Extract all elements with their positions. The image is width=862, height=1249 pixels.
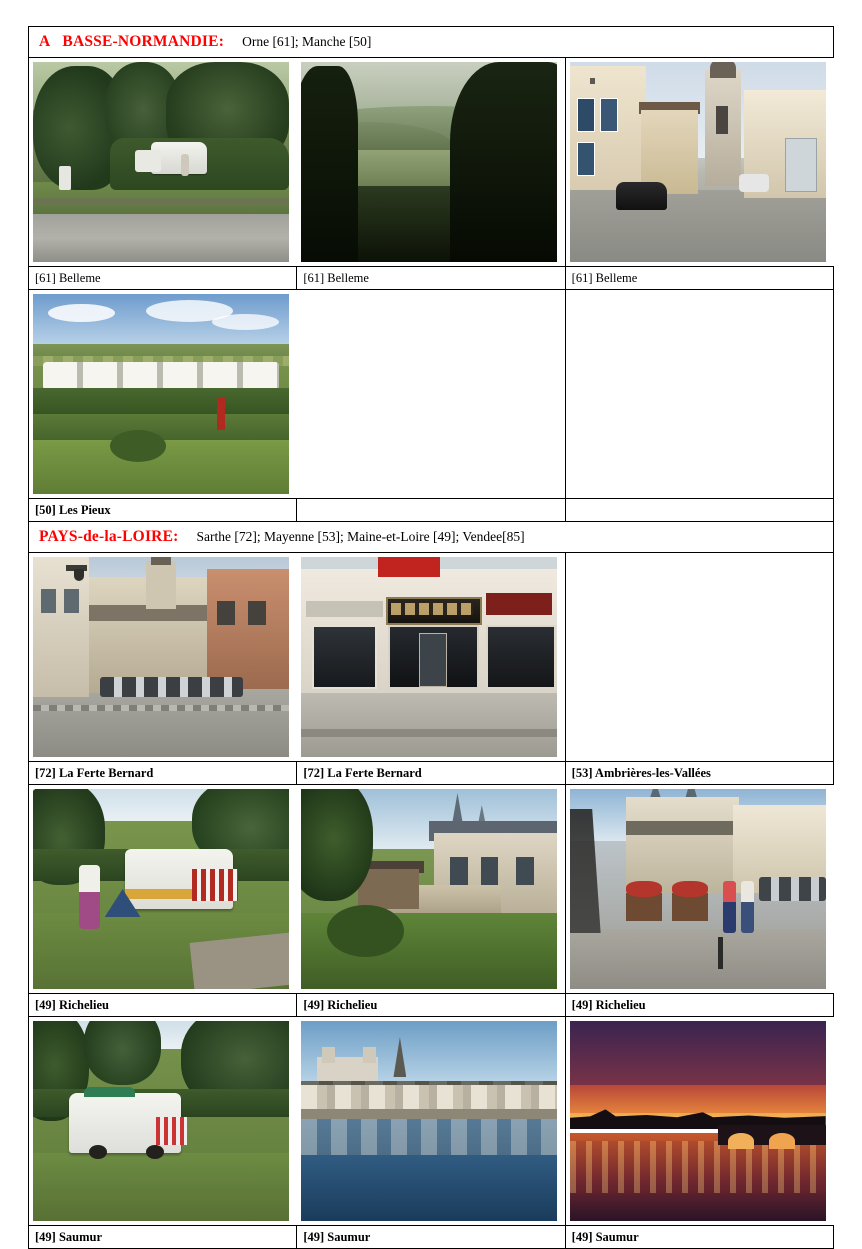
photo-caption: [61] Belleme: [29, 267, 297, 290]
photo-caption: [61] Belleme: [565, 267, 833, 290]
photo-caption: [49] Saumur: [297, 1226, 565, 1249]
photo-cell: [565, 58, 833, 267]
photo-cell: [29, 58, 297, 267]
photo-cell: [297, 553, 565, 762]
section-departments: Sarthe [72]; Mayenne [53]; Maine-et-Loire [49]; Vendee[85]: [196, 529, 525, 544]
photo-row: [29, 290, 834, 499]
photo-misty-valley-landscape: [301, 62, 557, 262]
photo-cell: [297, 1017, 565, 1226]
photo-caption: [72] La Ferte Bernard: [29, 762, 297, 785]
photo-church-square-street: [33, 557, 289, 757]
photo-caption: [72] La Ferte Bernard: [297, 762, 565, 785]
photo-caption-empty: [565, 499, 833, 522]
photo-cell-empty: [565, 290, 833, 499]
section-header-basse-normandie: [29, 27, 834, 58]
photo-motorhome-on-grass: [33, 1021, 289, 1221]
photo-caption: [50] Les Pieux: [29, 499, 297, 522]
photo-caption: [49] Saumur: [565, 1226, 833, 1249]
caption-row: [29, 994, 834, 1017]
photo-caption-empty: [297, 499, 565, 522]
photo-caption: [49] Richelieu: [297, 994, 565, 1017]
photo-caption: [49] Saumur: [29, 1226, 297, 1249]
caption-row: [29, 762, 834, 785]
photo-cell-empty: [565, 553, 833, 762]
photo-campsite-woman-motorhome: [33, 789, 289, 989]
photo-cell: [29, 785, 297, 994]
photo-row: [29, 58, 834, 267]
section-header-row: [29, 522, 834, 553]
photo-campsite-caravans-hedges: [33, 294, 289, 494]
photo-saumur-castle-river: [301, 1021, 557, 1221]
photo-cell: [29, 290, 297, 499]
photo-cell: [297, 785, 565, 994]
photo-campsite-motorhome-trees: [33, 62, 289, 262]
photo-cell: [297, 58, 565, 267]
photo-saumur-sunset-bridge: [570, 1021, 826, 1221]
photo-cell: [29, 1017, 297, 1226]
section-header-row: [29, 27, 834, 58]
section-region-name: BASSE-NORMANDIE:: [62, 33, 225, 50]
photo-town-square-planters-people: [570, 789, 826, 989]
photo-row: [29, 1017, 834, 1226]
photo-cell: [29, 553, 297, 762]
photo-village-street-church-tower: [570, 62, 826, 262]
photo-cell: [565, 1017, 833, 1226]
photo-row: [29, 785, 834, 994]
section-marker: A: [39, 33, 51, 50]
photo-grid: [28, 26, 834, 1249]
caption-row: [29, 499, 834, 522]
photo-row: [29, 553, 834, 762]
photo-caption: [61] Belleme: [297, 267, 565, 290]
photo-caption: [53] Ambrières-les-Vallées: [565, 762, 833, 785]
caption-row: [29, 267, 834, 290]
photo-old-house-garden-spires: [301, 789, 557, 989]
photo-cell-empty: [297, 290, 565, 499]
photo-caption: [49] Richelieu: [565, 994, 833, 1017]
caption-row: [29, 1226, 834, 1249]
photo-cell: [565, 785, 833, 994]
section-region-name: PAYS-de-la-LOIRE:: [39, 528, 179, 545]
section-departments: Orne [61]; Manche [50]: [242, 34, 372, 49]
section-header-pays-de-la-loire: [29, 522, 834, 553]
photo-le-rabelais-shopfront: [301, 557, 557, 757]
photo-caption: [49] Richelieu: [29, 994, 297, 1017]
